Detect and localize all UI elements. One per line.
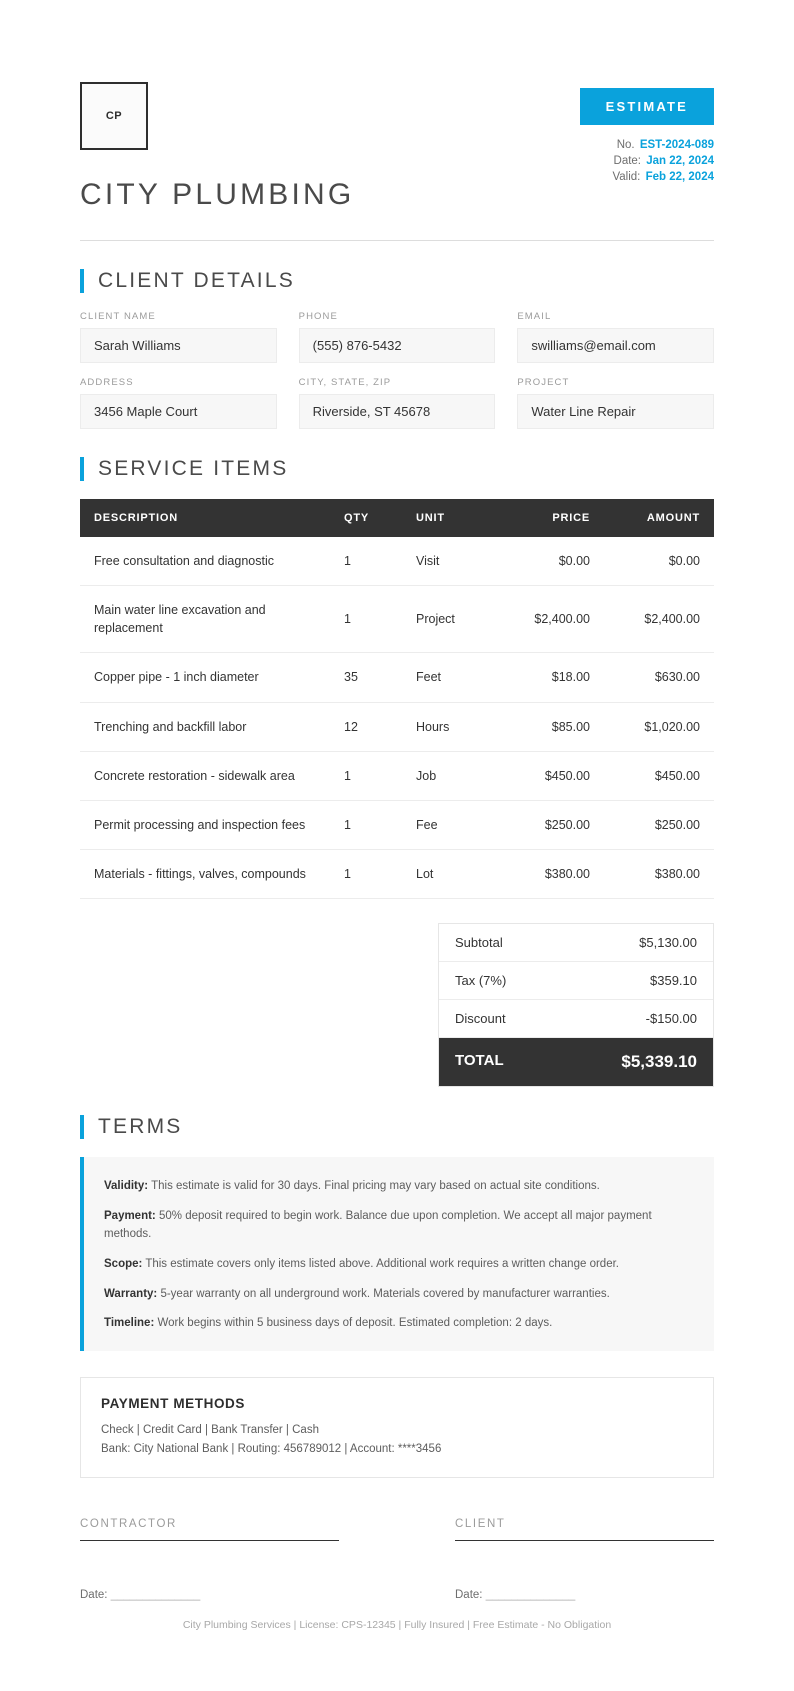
table-row — [80, 751, 714, 800]
section-label-terms: TERMS — [98, 1115, 183, 1138]
term-key-scope: Scope: — [104, 1257, 143, 1270]
cell-unit: Fee — [402, 800, 494, 849]
cell-amount: $250.00 — [604, 800, 714, 849]
date-blank-client[interactable]: ______________ — [482, 1588, 576, 1601]
field-client-name — [80, 311, 277, 363]
date-blank-contractor[interactable]: ______________ — [107, 1588, 201, 1601]
terms-box — [80, 1157, 714, 1351]
section-accent-bar — [80, 1115, 84, 1139]
total-row-discount — [439, 1000, 713, 1038]
term-item-scope — [104, 1255, 692, 1274]
table-row — [80, 586, 714, 653]
cell-price: $450.00 — [494, 751, 604, 800]
cell-description: Concrete restoration - sidewalk area — [80, 751, 330, 800]
section-title-terms — [80, 1115, 714, 1139]
table-header — [80, 499, 714, 537]
field-label-address: ADDRESS — [80, 377, 134, 388]
term-item-payment — [104, 1207, 692, 1244]
field-value-phone[interactable]: (555) 876-5432 — [299, 328, 496, 363]
table-row — [80, 537, 714, 586]
cell-price: $2,400.00 — [494, 586, 604, 653]
term-item-timeline — [104, 1314, 692, 1333]
signature-date-client — [455, 1589, 714, 1601]
signature-block-contractor — [80, 1518, 339, 1601]
total-amount-subtotal: $5,130.00 — [639, 935, 697, 950]
cell-price: $380.00 — [494, 849, 604, 898]
term-text-timeline: Work begins within 5 business days of deposit. Estimated completion: 2 days. — [154, 1317, 553, 1330]
term-item-validity — [104, 1177, 692, 1196]
field-value-address[interactable]: 3456 Maple Court — [80, 394, 277, 429]
total-label-grand: TOTAL — [455, 1052, 504, 1069]
field-label-email: EMAIL — [517, 311, 552, 322]
field-value-city-state-zip[interactable]: Riverside, ST 45678 — [299, 394, 496, 429]
column-header-description: DESCRIPTION — [80, 499, 330, 537]
cell-amount: $380.00 — [604, 849, 714, 898]
company-logo — [80, 82, 148, 150]
company-name: CITY PLUMBING — [80, 178, 355, 211]
column-header-price: PRICE — [494, 499, 604, 537]
cell-qty: 1 — [330, 751, 402, 800]
header-divider — [80, 240, 714, 241]
total-amount-tax: $359.10 — [650, 973, 697, 988]
total-label-subtotal: Subtotal — [455, 935, 503, 950]
section-title-client — [80, 269, 714, 293]
field-label-phone: PHONE — [298, 311, 338, 322]
total-row-grand — [439, 1038, 713, 1086]
document-footer: City Plumbing Services | License: CPS-12345 | Fully Insured | Free Estimate - No Obligation — [182, 1618, 612, 1631]
meta-label-date: Date: — [613, 155, 642, 167]
totals-wrapper — [80, 923, 714, 1087]
cell-qty: 35 — [330, 653, 402, 702]
column-header-unit: UNIT — [402, 499, 494, 537]
total-row-tax — [439, 962, 713, 1000]
estimate-meta-list — [580, 139, 714, 183]
cell-qty: 1 — [330, 537, 402, 586]
section-accent-bar — [80, 457, 84, 481]
meta-label-valid: Valid: — [612, 171, 641, 183]
cell-qty: 12 — [330, 702, 402, 751]
totals-box — [438, 923, 714, 1087]
section-title-services — [80, 457, 714, 481]
term-text-warranty: 5-year warranty on all underground work. Materials covered by manufacturer warranties. — [157, 1287, 610, 1300]
signature-block-client — [455, 1518, 714, 1601]
cell-qty: 1 — [330, 586, 402, 653]
meta-label-number: No. — [616, 139, 635, 151]
column-header-amount: AMOUNT — [604, 499, 714, 537]
estimate-badge: ESTIMATE — [580, 88, 714, 125]
cell-amount: $1,020.00 — [604, 702, 714, 751]
term-key-payment: Payment: — [104, 1209, 156, 1222]
total-label-tax: Tax (7%) — [455, 973, 507, 988]
total-row-subtotal — [439, 924, 713, 962]
total-amount-grand: $5,339.10 — [621, 1052, 697, 1071]
field-value-email[interactable]: swilliams@email.com — [517, 328, 714, 363]
signature-label-contractor: CONTRACTOR — [80, 1517, 177, 1530]
cell-amount: $450.00 — [604, 751, 714, 800]
cell-price: $18.00 — [494, 653, 604, 702]
payment-bank-line: Bank: City National Bank | Routing: 456789012 | Account: ****3456 — [101, 1442, 442, 1455]
field-address — [80, 377, 277, 429]
cell-amount: $630.00 — [604, 653, 714, 702]
signature-line-client[interactable] — [455, 1540, 714, 1541]
signature-date-contractor — [80, 1589, 339, 1601]
cell-unit: Lot — [402, 849, 494, 898]
table-header-row — [80, 499, 714, 537]
field-email — [517, 311, 714, 363]
payment-methods-box — [80, 1377, 714, 1478]
column-header-qty: QTY — [330, 499, 402, 537]
field-label-project: PROJECT — [517, 377, 570, 388]
table-body — [80, 537, 714, 899]
field-value-client-name[interactable]: Sarah Williams — [80, 328, 277, 363]
cell-description: Copper pipe - 1 inch diameter — [80, 653, 330, 702]
meta-row-number — [580, 139, 714, 151]
meta-row-date — [580, 155, 714, 167]
payment-methods-line: Check | Credit Card | Bank Transfer | Cash — [101, 1423, 319, 1436]
cell-qty: 1 — [330, 849, 402, 898]
cell-unit: Visit — [402, 537, 494, 586]
payment-methods-title: PAYMENT METHODS — [101, 1395, 246, 1411]
field-value-project[interactable]: Water Line Repair — [517, 394, 714, 429]
cell-description: Materials - fittings, valves, compounds — [80, 849, 330, 898]
meta-value-valid: Feb 22, 2024 — [645, 171, 714, 183]
cell-unit: Feet — [402, 653, 494, 702]
signature-grid — [80, 1518, 714, 1601]
table-row — [80, 653, 714, 702]
table-row — [80, 849, 714, 898]
section-label-services: SERVICE ITEMS — [98, 457, 289, 480]
term-item-warranty — [104, 1285, 692, 1304]
document-meta-block — [580, 82, 714, 187]
date-label-client: Date: — [455, 1588, 483, 1601]
term-key-timeline: Timeline: — [104, 1317, 155, 1330]
term-key-validity: Validity: — [104, 1180, 149, 1192]
cell-price: $250.00 — [494, 800, 604, 849]
cell-description: Permit processing and inspection fees — [80, 800, 330, 849]
meta-value-number: EST-2024-089 — [639, 139, 714, 151]
field-label-city-state-zip: CITY, STATE, ZIP — [298, 377, 392, 388]
cell-description: Free consultation and diagnostic — [80, 537, 330, 586]
field-project — [517, 377, 714, 429]
cell-amount: $2,400.00 — [604, 586, 714, 653]
signature-label-client: CLIENT — [455, 1517, 506, 1530]
client-fields-grid — [80, 311, 714, 429]
date-label-contractor: Date: — [80, 1588, 108, 1601]
total-amount-discount: -$150.00 — [645, 1011, 697, 1026]
cell-unit: Hours — [402, 702, 494, 751]
cell-qty: 1 — [330, 800, 402, 849]
field-city-state-zip — [299, 377, 496, 429]
cell-description: Main water line excavation and replacement — [80, 586, 330, 653]
field-label-client-name: CLIENT NAME — [80, 311, 156, 322]
service-items-table — [80, 499, 714, 899]
term-text-validity: This estimate is valid for 30 days. Final pricing may vary based on actual site conditions. — [148, 1180, 600, 1192]
cell-price: $85.00 — [494, 702, 604, 751]
section-label-client: CLIENT DETAILS — [98, 269, 295, 292]
brand-block — [80, 82, 354, 212]
meta-value-date: Jan 22, 2024 — [646, 155, 714, 167]
term-key-warranty: Warranty: — [104, 1287, 158, 1300]
cell-description: Trenching and backfill labor — [80, 702, 330, 751]
cell-unit: Job — [402, 751, 494, 800]
document-header — [80, 0, 714, 212]
term-text-payment: 50% deposit required to begin work. Balance due upon completion. We accept all major payment methods. — [104, 1209, 652, 1241]
cell-unit: Project — [402, 586, 494, 653]
logo-initials: CP — [105, 110, 123, 122]
cell-amount: $0.00 — [604, 537, 714, 586]
cell-price: $0.00 — [494, 537, 604, 586]
table-row — [80, 800, 714, 849]
section-accent-bar — [80, 269, 84, 293]
field-phone — [299, 311, 496, 363]
table-row — [80, 702, 714, 751]
meta-row-valid — [580, 171, 714, 183]
term-text-scope: This estimate covers only items listed above. Additional work requires a written change order. — [142, 1257, 619, 1270]
signature-line-contractor[interactable] — [80, 1540, 339, 1541]
total-label-discount: Discount — [455, 1011, 506, 1026]
